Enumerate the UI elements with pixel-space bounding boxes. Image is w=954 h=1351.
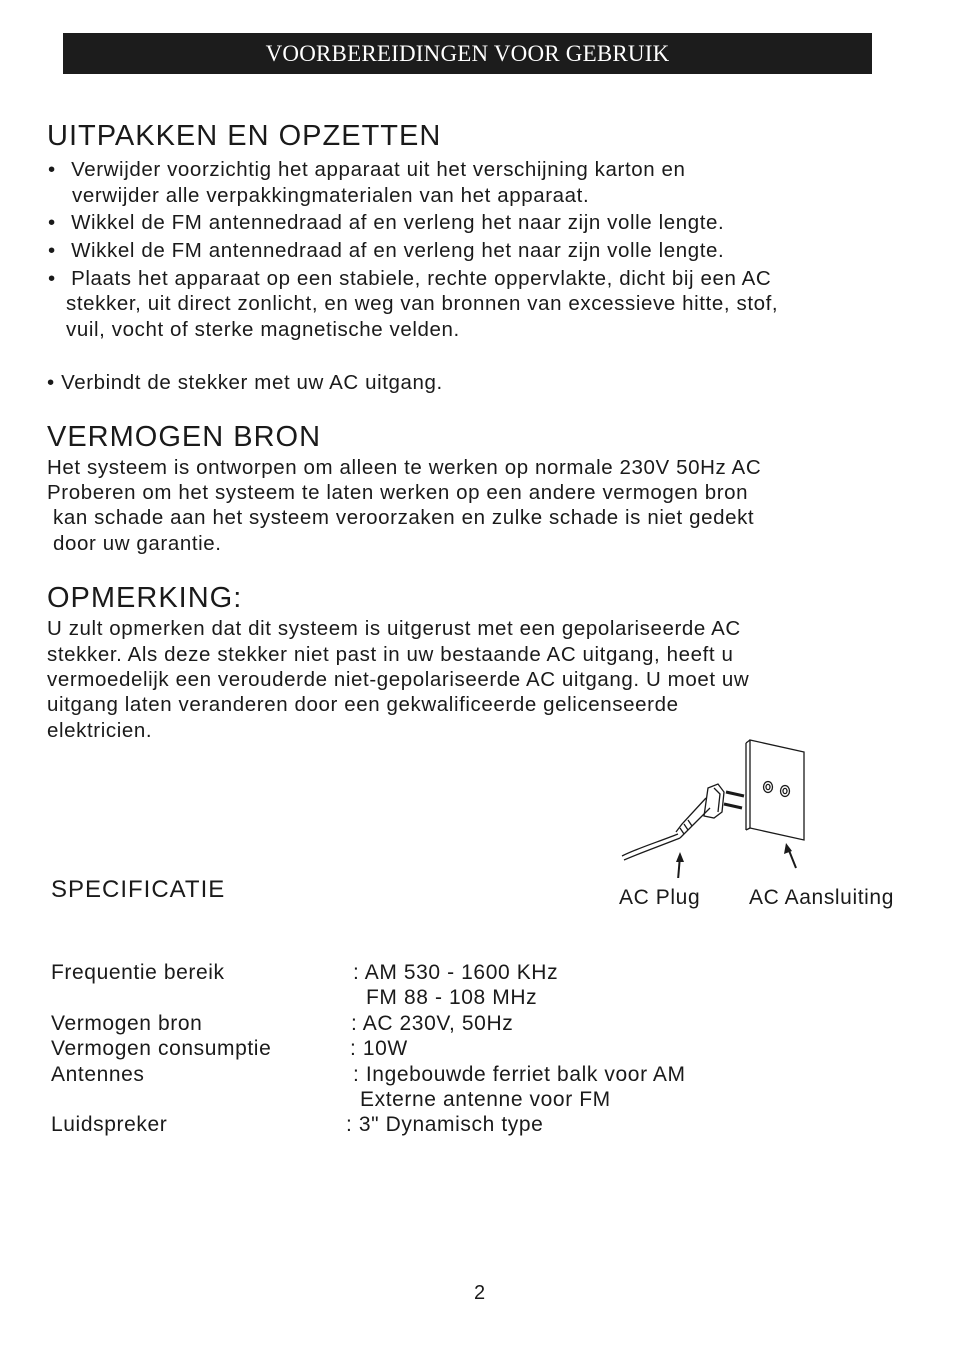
spec-label-consumption: Vermogen consumptie <box>51 1037 272 1060</box>
unpack-item-4-line-3: vuil, vocht of sterke magnetische velden. <box>66 318 460 341</box>
unpack-item-4-line-1: Plaats het apparaat op een stabiele, rechte oppervlakte, dicht bij een AC <box>71 267 772 290</box>
note-heading: OPMERKING: <box>47 582 243 614</box>
unpack-item-2-line-1: Wikkel de FM antennedraad af en verleng het naar zijn volle lengte. <box>71 211 725 234</box>
note-line-2: stekker. Als deze stekker niet past in uw bestaande AC uitgang, heeft u <box>47 643 734 666</box>
ac-socket-label: AC Aansluiting <box>749 886 894 909</box>
connect-text: Verbindt de stekker met uw AC uitgang. <box>61 371 443 394</box>
power-line-4: door uw garantie. <box>53 532 222 555</box>
note-line-5: elektricien. <box>47 719 153 742</box>
unpack-item-1 <box>48 157 686 183</box>
unpack-item-1-line-2: verwijder alle verpakkingmaterialen van het apparaat. <box>72 184 590 207</box>
note-line-3: vermoedelijk een verouderde niet-gepolariseerde AC uitgang. U moet uw <box>47 668 750 691</box>
spec-label-antennas: Antennes <box>51 1063 145 1086</box>
spec-value-antennas-am: : Ingebouwde ferriet balk voor AM <box>353 1063 686 1086</box>
plug-pin-lower <box>724 804 742 808</box>
wall-socket-plate <box>750 740 804 840</box>
power-line-2: Proberen om het systeem te laten werken op een andere vermogen bron <box>47 481 749 504</box>
spec-value-frequency-am: : AM 530 - 1600 KHz <box>353 961 559 984</box>
plug-body <box>704 784 724 818</box>
power-line-1: Het systeem is ontworpen om alleen te werken op normale 230V 50Hz AC <box>47 456 762 479</box>
spec-heading: SPECIFICATIE <box>51 876 226 903</box>
plug-socket-illustration <box>618 738 818 878</box>
power-heading: VERMOGEN BRON <box>47 421 322 453</box>
page-number: 2 <box>474 1282 486 1304</box>
unpack-item-3-line-1: Wikkel de FM antennedraad af en verleng het naar zijn volle lengte. <box>71 239 725 262</box>
unpack-item-2 <box>48 210 724 236</box>
spec-value-antennas-fm: Externe antenne voor FM <box>360 1088 611 1111</box>
power-line-3: kan schade aan het systeem veroorzaken en zulke schade is niet gedekt <box>53 506 755 529</box>
note-line-1: U zult opmerken dat dit systeem is uitgerust met een gepolariseerde AC <box>47 617 741 640</box>
note-line-4: uitgang laten veranderen door een gekwalificeerde gelicenseerde <box>47 693 679 716</box>
ac-plug-label: AC Plug <box>619 886 701 909</box>
spec-label-power: Vermogen bron <box>51 1012 203 1035</box>
unpack-heading: UITPAKKEN EN OPZETTEN <box>47 120 442 152</box>
spec-value-consumption: : 10W <box>350 1037 408 1060</box>
unpack-item-4-line-2: stekker, uit direct zonlicht, en weg van bronnen van excessieve hitte, stof, <box>66 292 779 315</box>
unpack-item-4 <box>48 266 771 292</box>
unpack-item-1-line-1: Verwijder voorzichtig het apparaat uit het verschijning karton en <box>71 158 686 181</box>
unpack-item-3 <box>48 238 724 264</box>
spec-value-speaker: : 3" Dynamisch type <box>346 1113 544 1136</box>
banner-title: VOORBEREIDINGEN VOOR GEBRUIK <box>265 41 670 66</box>
plug-pin-upper <box>726 792 744 796</box>
spec-value-power: : AC 230V, 50Hz <box>351 1012 514 1035</box>
connect-item <box>47 370 443 396</box>
spec-value-frequency-fm: FM 88 - 108 MHz <box>366 986 538 1009</box>
spec-label-speaker: Luidspreker <box>51 1113 168 1136</box>
spec-label-frequency: Frequentie bereik <box>51 961 225 984</box>
section-banner <box>63 33 872 74</box>
